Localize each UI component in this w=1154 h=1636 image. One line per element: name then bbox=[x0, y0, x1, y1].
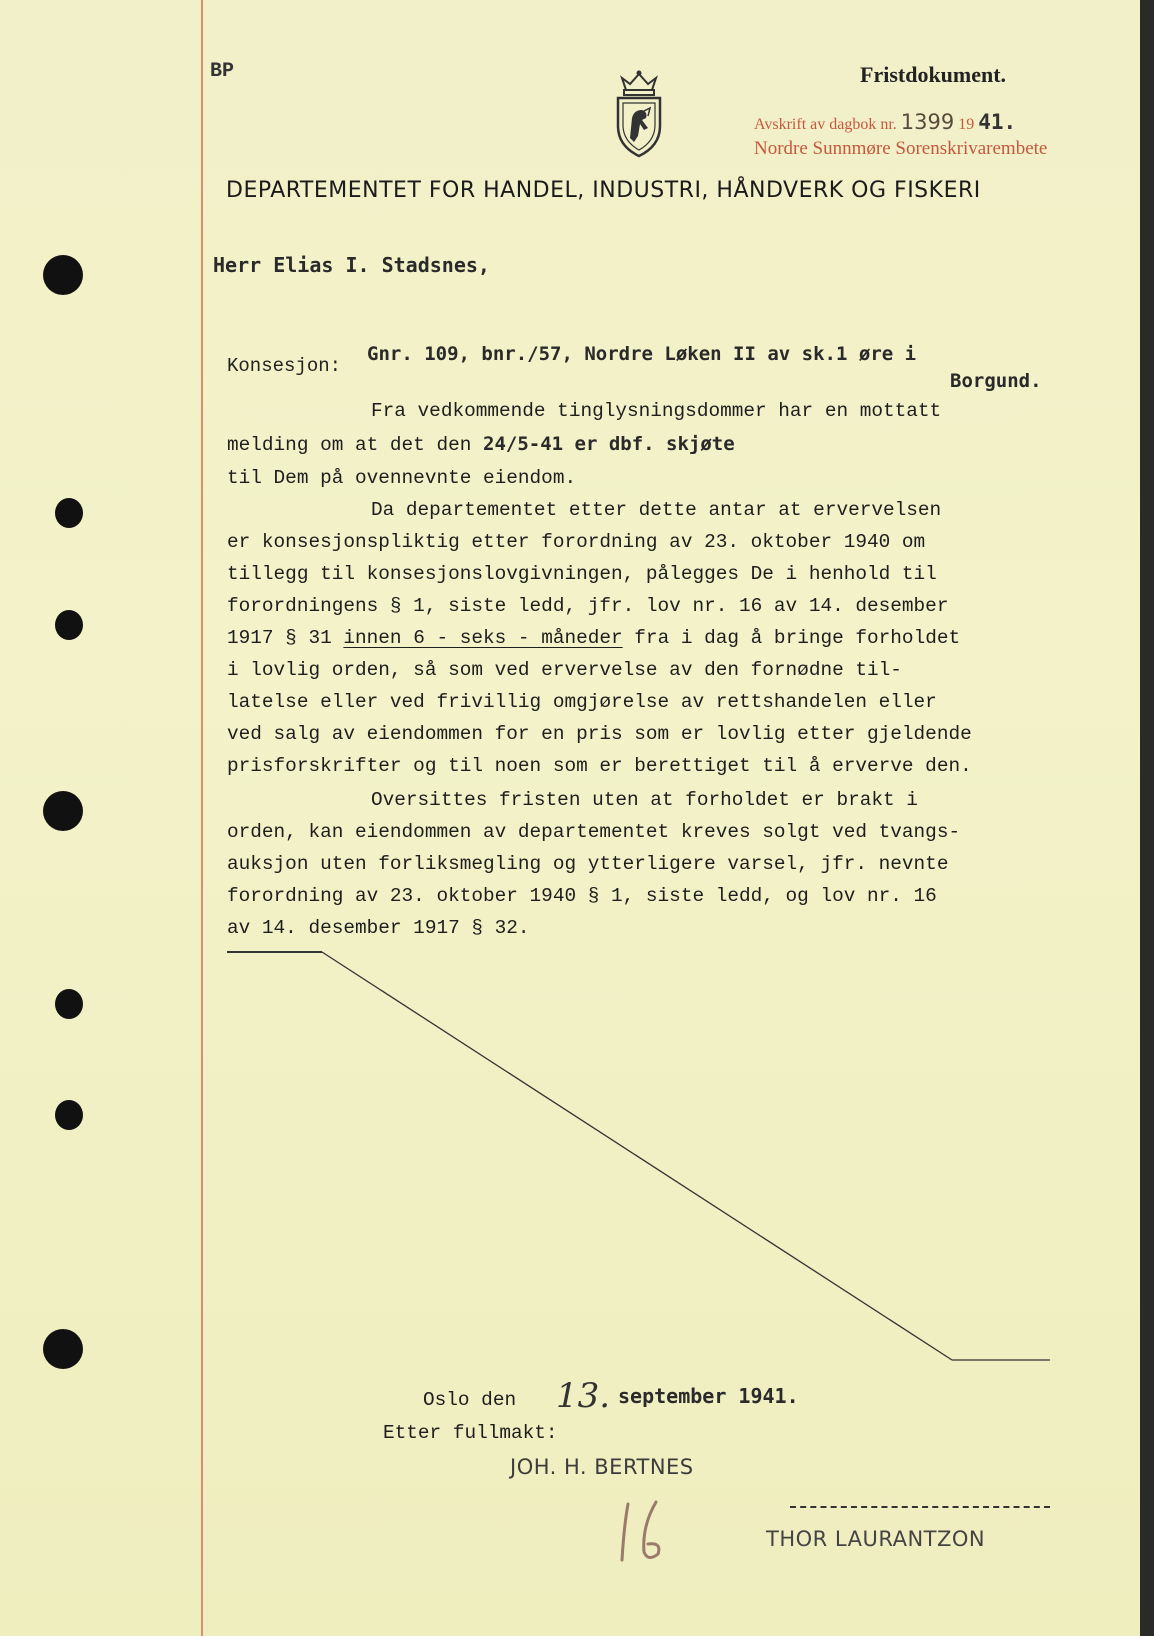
body-line: av 14. desember 1917 § 32. bbox=[227, 917, 530, 939]
konsesjon-label: Konsesjon: bbox=[227, 355, 342, 377]
body-line: Oversittes fristen uten at forholdet er brakt i bbox=[371, 789, 918, 811]
body-line: forordningens § 1, siste ledd, jfr. lov nr. 16 av 14. desember bbox=[227, 595, 949, 617]
body-text: melding om at det den bbox=[227, 434, 483, 456]
body-line: ved salg av eiendommen for en pris som er lovlig etter gjeldende bbox=[227, 723, 972, 745]
register-year-prefix: 19 bbox=[958, 116, 975, 133]
closing-month-year: september 1941. bbox=[618, 1384, 799, 1408]
body-line: forordning av 23. oktober 1940 § 1, siste ledd, og lov nr. 16 bbox=[227, 885, 937, 907]
konsesjon-property: Gnr. 109, bnr./57, Nordre Løken II av sk.1 øre i bbox=[367, 343, 917, 365]
register-year: 41. bbox=[978, 110, 1017, 134]
body-line: prisforskrifter og til noen som er berettiget til å erverve den. bbox=[227, 755, 972, 777]
body-text: 1917 § 31 bbox=[227, 627, 344, 649]
body-line: Da departementet etter dette antar at ervervelsen bbox=[371, 499, 942, 521]
closing-authority: Etter fullmakt: bbox=[383, 1422, 558, 1444]
recipient: Herr Elias I. Stadsnes, bbox=[213, 253, 490, 277]
body-line: i lovlig orden, så som ved ervervelse av den fornødne til- bbox=[227, 659, 902, 681]
body-line: auksjon uten forliksmegling og ytterligere varsel, jfr. nevnte bbox=[227, 853, 949, 875]
body-line: tillegg til konsesjonslovgivningen, pålegges De i henhold til bbox=[227, 563, 937, 585]
handwritten-day: 13. bbox=[556, 1376, 611, 1416]
body-line: orden, kan eiendommen av departementet kreves solgt ved tvangs- bbox=[227, 821, 961, 843]
ink-mark bbox=[614, 1496, 674, 1571]
stamp-initials: BP bbox=[210, 60, 235, 83]
body-line: er konsesjonspliktig etter forordning av 23. oktober 1940 om bbox=[227, 531, 926, 553]
konsesjon-municipality: Borgund. bbox=[950, 370, 1042, 392]
closing-place: Oslo den bbox=[423, 1389, 517, 1411]
body-line: Fra vedkommende tinglysningsdommer har en mottatt bbox=[371, 400, 942, 422]
body-line: til Dem på ovennevnte eiendom. bbox=[227, 467, 577, 489]
office-stamp: Nordre Sunnmøre Sorenskrivarembete bbox=[754, 138, 1048, 159]
register-number: 1399 bbox=[900, 110, 955, 134]
department-heading: DEPARTEMENTET FOR HANDEL, INDUSTRI, HÅNDVERK OG FISKERI bbox=[226, 178, 981, 203]
body-line: latelse eller ved frivillig omgjørelse av rettshandelen eller bbox=[227, 691, 937, 713]
document-type-label: Fristdokument. bbox=[860, 62, 1007, 87]
signature-dashed-line bbox=[790, 1506, 1050, 1508]
register-stamp-prefix: Avskrift av dagbok nr. bbox=[754, 116, 897, 133]
body-text: fra i dag å bringe forholdet bbox=[622, 627, 961, 649]
signatory-stamp: JOH. H. BERTNES bbox=[510, 1455, 694, 1479]
deadline-text: innen 6 - seks - måneder bbox=[343, 627, 623, 649]
typed-insert: 24/5-41 er dbf. skjøte bbox=[483, 433, 735, 455]
official-stamp: THOR LAURANTZON bbox=[766, 1527, 986, 1551]
